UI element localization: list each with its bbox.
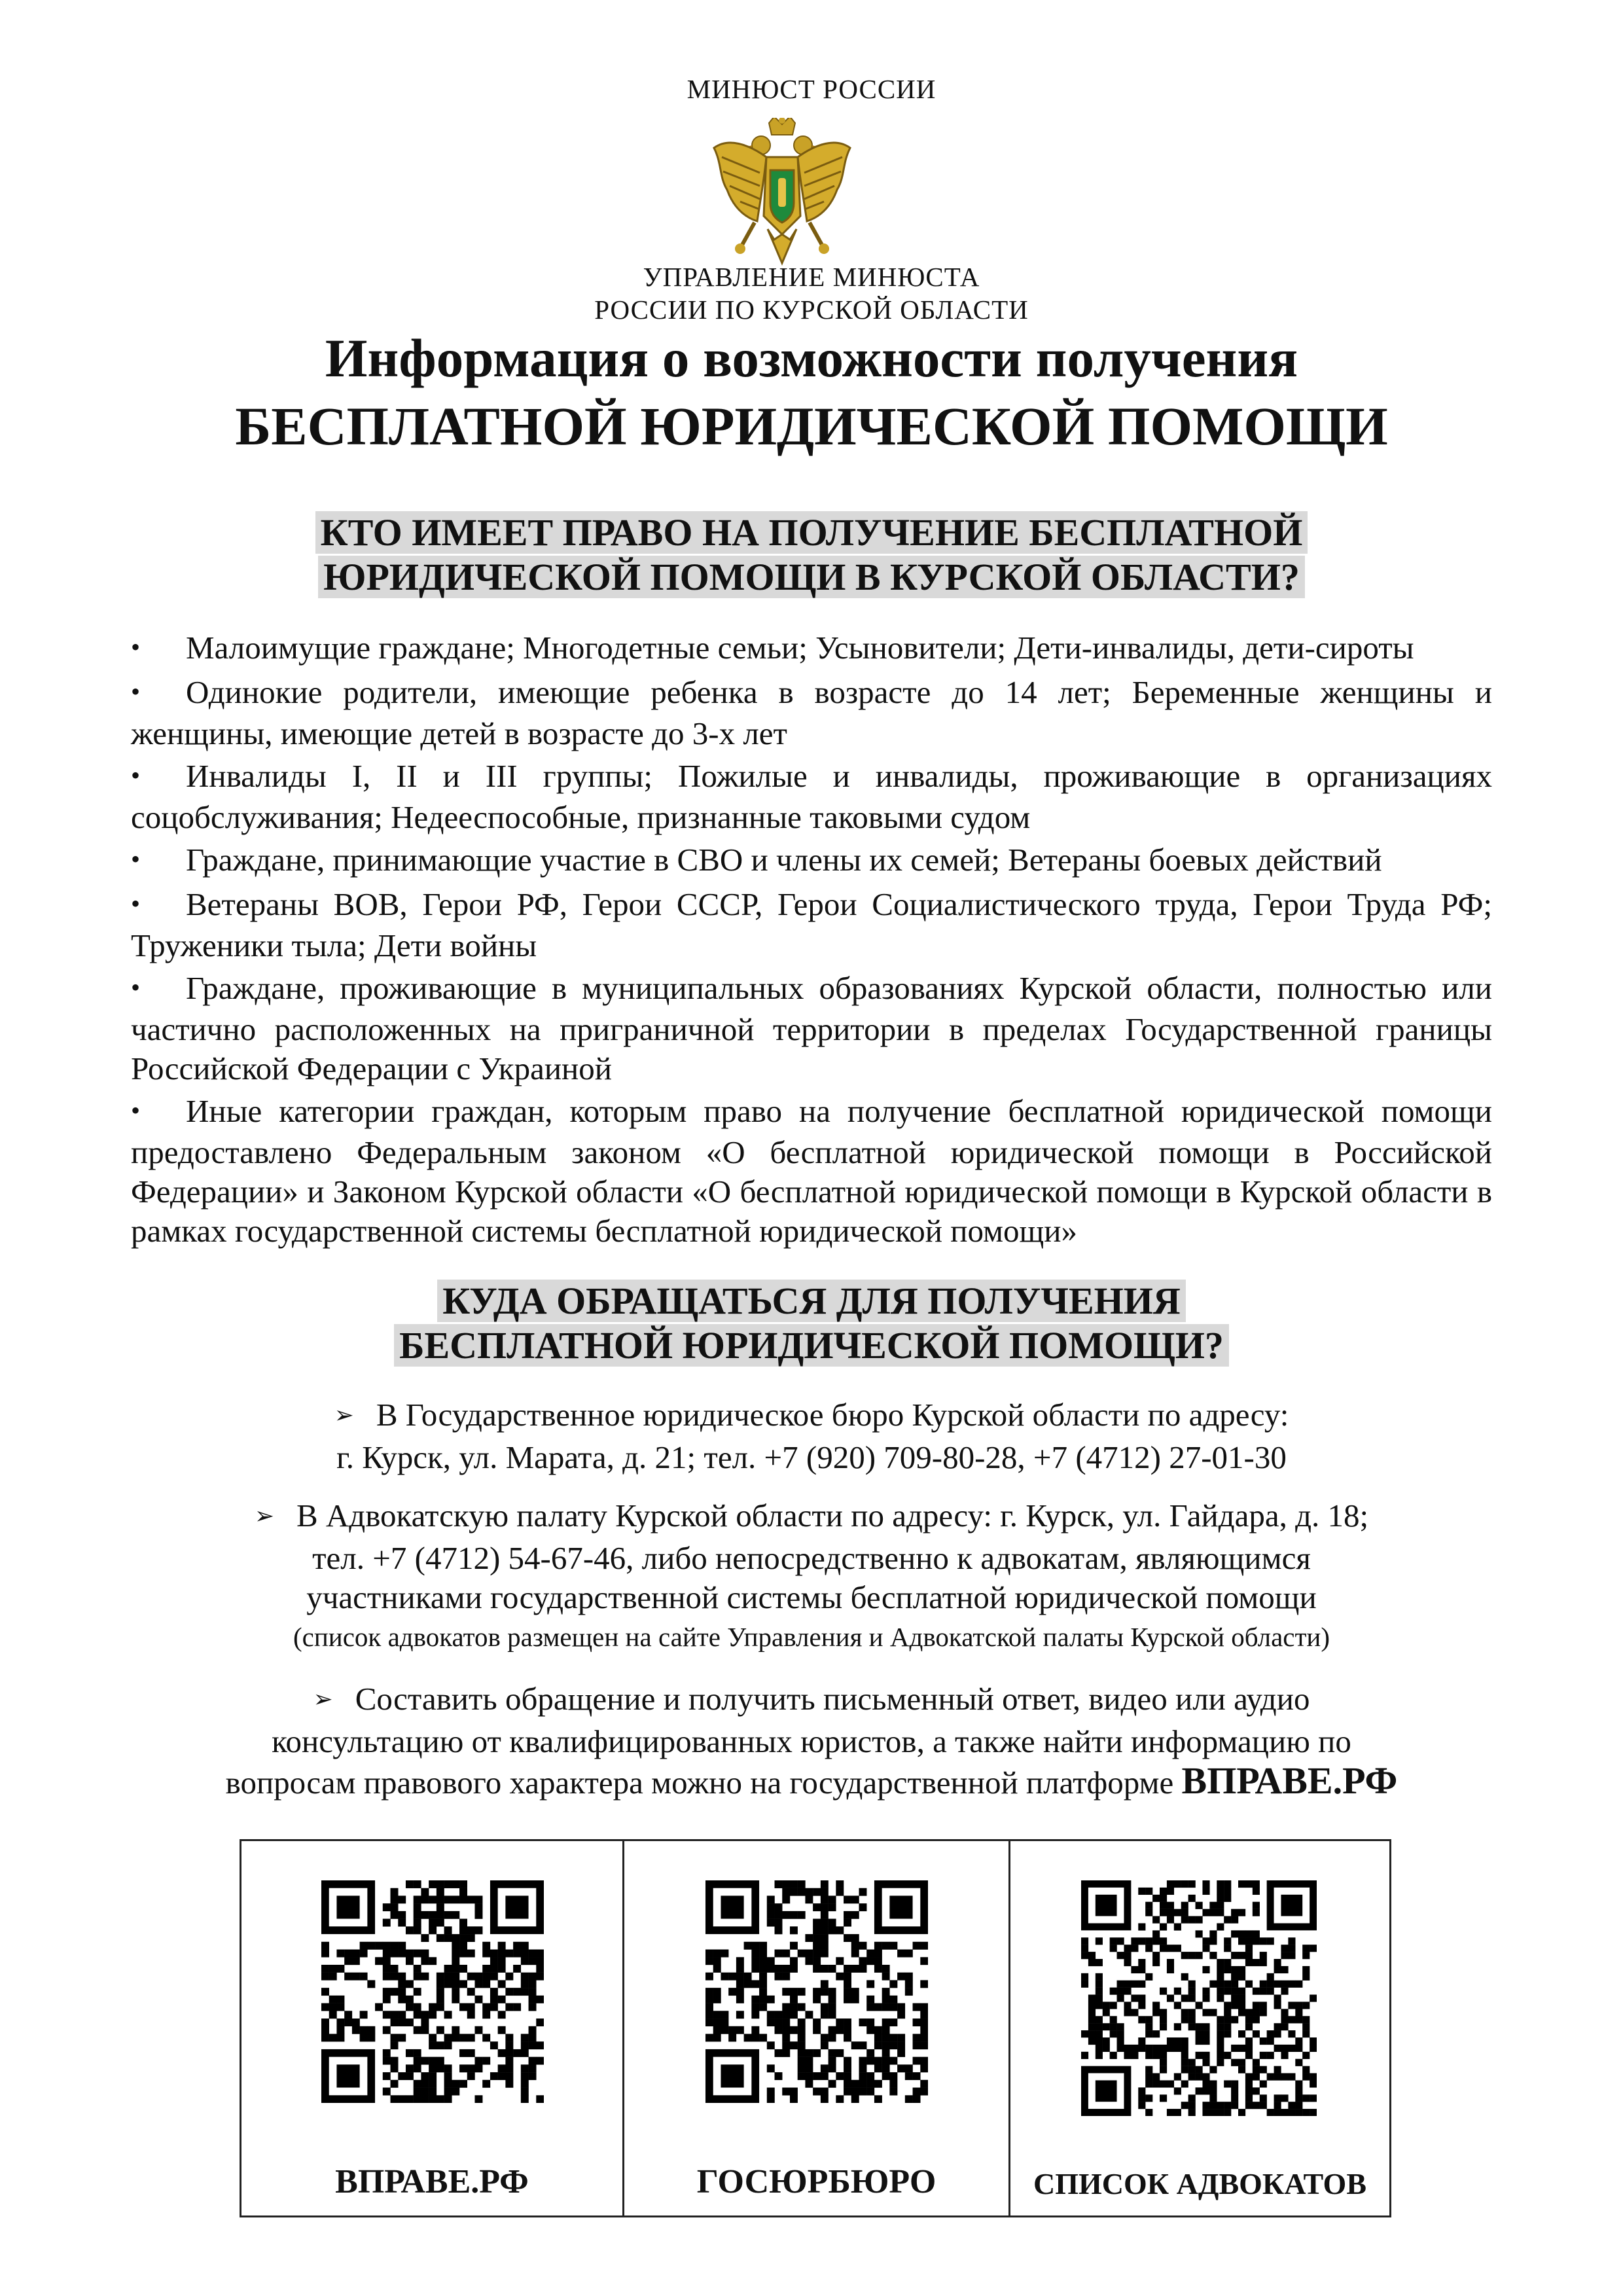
section2-heading-line1: КУДА ОБРАЩАТЬСЯ ДЛЯ ПОЛУЧЕНИЯ — [437, 1280, 1186, 1322]
list-item: •Граждане, принимающие участие в СВО и члены их семей; Ветераны боевых действий — [131, 840, 1492, 882]
bar-note: (список адвокатов размещен на сайте Управления и Адвокатской палаты Курской области) — [293, 1622, 1330, 1652]
section2-heading — [0, 1279, 1623, 1368]
section1-heading — [0, 511, 1623, 600]
list-item: •Ветераны ВОВ, Герои РФ, Герои СССР, Герои Социалистического труда, Герои Труда РФ; Труженики тыла; Дети войны — [131, 885, 1492, 965]
bar-phone: тел. +7 (4712) 54-67-46, либо непосредственно к адвокатам, являющимся — [312, 1540, 1311, 1576]
arrow-bullet-icon: ➢ — [334, 1402, 354, 1429]
bureau-address: В Государственное юридическое бюро Курской области по адресу: — [376, 1397, 1289, 1433]
bullet-icon — [131, 840, 186, 882]
bureau-contact — [0, 1395, 1623, 1477]
list-item: •Одинокие родители, имеющие ребенка в возрасте до 14 лет; Беременные женщины и женщины, имеющие детей в возрасте до 3-х лет — [131, 673, 1492, 753]
department-name-line2: РОССИИ ПО КУРСКОЙ ОБЛАСТИ — [594, 295, 1029, 325]
qr-cell-lawyers-list[interactable] — [1010, 1841, 1389, 2215]
section1-heading-line1: КТО ИМЕЕТ ПРАВО НА ПОЛУЧЕНИЕ БЕСПЛАТНОЙ — [315, 511, 1308, 554]
qr-code-table — [240, 1839, 1391, 2217]
qr-code-icon[interactable] — [321, 1880, 544, 2103]
bullet-icon — [131, 885, 186, 926]
section1-heading-line2: ЮРИДИЧЕСКОЙ ПОМОЩИ В КУРСКОЙ ОБЛАСТИ? — [318, 556, 1305, 598]
platform-name: ВПРАВЕ.РФ — [1181, 1759, 1398, 1802]
bullet-icon — [131, 757, 186, 798]
arrow-bullet-icon: ➢ — [313, 1686, 333, 1713]
list-item: •Инвалиды I, II и III группы; Пожилые и инвалиды, проживающие в организациях соцобслуживания; Недееспособные, признанные таковыми судом — [131, 757, 1492, 837]
list-item: •Малоимущие граждане; Многодетные семьи; Усыновители; Дети-инвалиды, дети-сироты — [131, 628, 1492, 670]
platform-line1: Составить обращение и получить письменный ответ, видео или аудио — [355, 1681, 1310, 1717]
bullet-icon — [131, 673, 186, 714]
platform-line2: консультацию от квалифицированных юристов, а также найти информацию по — [272, 1723, 1351, 1759]
list-item: •Иные категории граждан, которым право на получение бесплатной юридической помощи предоставлено Федеральным законом «О бесплатной юридической помощи в Российской Федерации» и Законом Курской области «О бесплатной юридической помощи в Курской области в рамках государственной системы бесплатной юридической помощи» — [131, 1092, 1492, 1251]
emblem-icon — [709, 118, 855, 268]
qr-label-vprave: ВПРАВЕ.РФ — [335, 2163, 529, 2200]
page-title-line1: Информация о возможности получения — [325, 328, 1298, 388]
platform-line3: вопросам правового характера можно на государственной платформе — [225, 1765, 1174, 1801]
qr-code-icon[interactable] — [705, 1880, 928, 2103]
bullet-icon — [131, 1092, 186, 1133]
qr-label-lawyers-list: СПИСОК АДВОКАТОВ — [1033, 2167, 1367, 2200]
qr-code-icon[interactable] — [1081, 1880, 1317, 2116]
qr-cell-gosyurburo[interactable] — [624, 1841, 1010, 2215]
bureau-phones: г. Курск, ул. Марата, д. 21; тел. +7 (920) 709-80-28, +7 (4712) 27-01-30 — [336, 1439, 1287, 1475]
bullet-icon — [131, 969, 186, 1010]
bar-address: В Адвокатскую палату Курской области по адресу: г. Курск, ул. Гайдара, д. 18; — [296, 1498, 1369, 1534]
bar-association-contact — [0, 1496, 1623, 1657]
page-title-line2: БЕСПЛАТНОЙ ЮРИДИЧЕСКОЙ ПОМОЩИ — [235, 396, 1388, 456]
platform-info — [0, 1679, 1623, 1803]
eligibility-list — [131, 628, 1492, 1254]
department-name-line1: УПРАВЛЕНИЕ МИНЮСТА — [643, 262, 980, 292]
arrow-bullet-icon: ➢ — [254, 1503, 274, 1530]
bar-participants: участниками государственной системы бесплатной юридической помощи — [306, 1579, 1317, 1615]
bullet-icon — [131, 628, 186, 670]
qr-cell-vprave[interactable] — [241, 1841, 624, 2215]
section2-heading-line2: БЕСПЛАТНОЙ ЮРИДИЧЕСКОЙ ПОМОЩИ? — [394, 1324, 1229, 1367]
list-item: •Граждане, проживающие в муниципальных образованиях Курской области, полностью или частично расположенных на приграничной территории в пределах Государственной границы Российской Федерации с Украиной — [131, 969, 1492, 1088]
ministry-name: МИНЮСТ РОССИИ — [687, 74, 936, 104]
department-name — [0, 260, 1623, 326]
qr-label-gosyurburo: ГОСЮРБЮРО — [696, 2163, 936, 2200]
